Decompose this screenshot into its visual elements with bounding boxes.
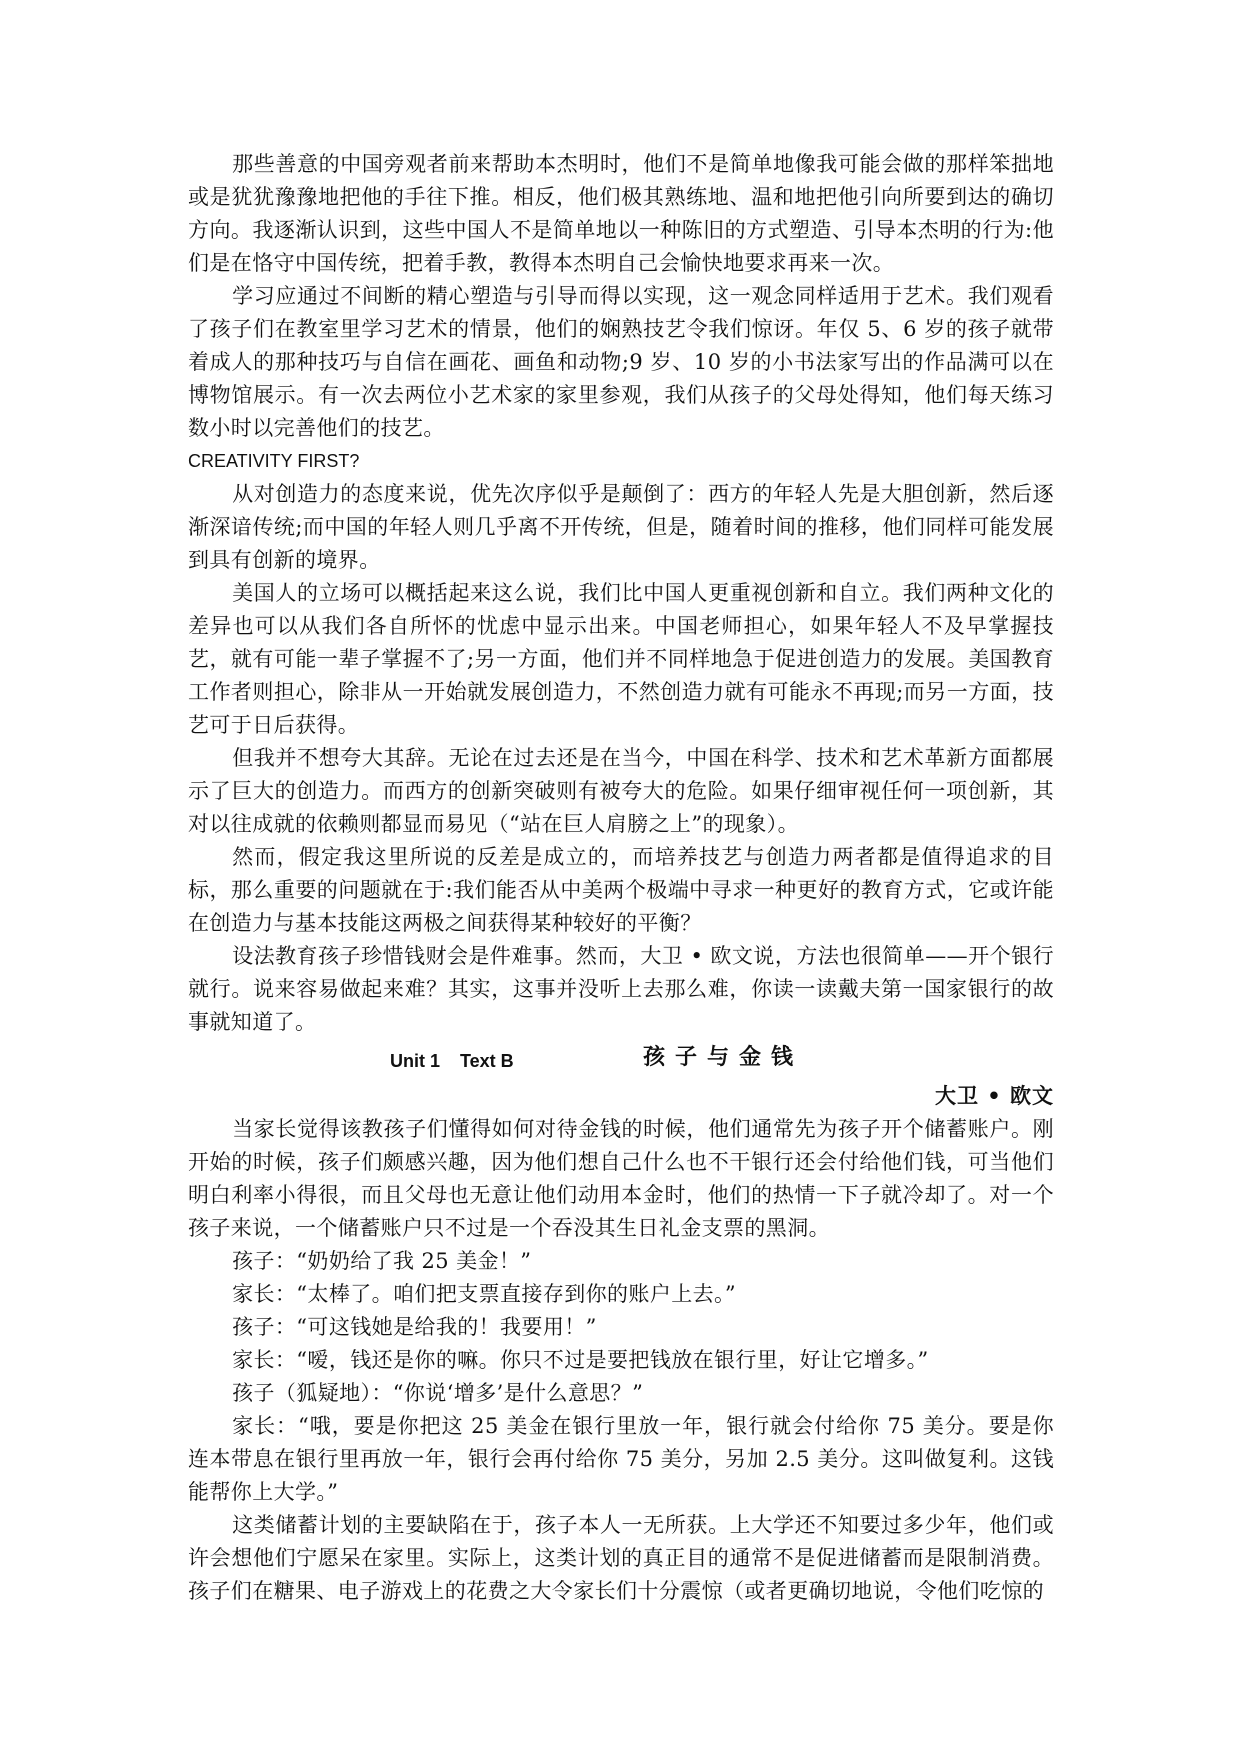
dialogue-line: 孩子：“可这钱她是给我的！我要用！”	[232, 1315, 597, 1339]
paragraph: 这类储蓄计划的主要缺陷在于，孩子本人一无所获。上大学还不知要过多少年，他们或许会想他们宁愿呆在家里。实际上，这类计划的真正目的通常不是促进储蓄而是限制消费。孩子们在糖果、电子游戏上的花费之大令家长们十分震惊（或者更确切地说，令他们吃惊的	[188, 1513, 1054, 1603]
text-b-title-row	[188, 1041, 1054, 1079]
dialogue-line: 家长：“太棒了。咱们把支票直接存到你的账户上去。”	[232, 1282, 737, 1306]
dialogue-line: 孩子（狐疑地）：“你说‘增多’是什么意思？”	[232, 1381, 644, 1405]
paragraph: 但我并不想夸大其辞。无论在过去还是在当今，中国在科学、技术和艺术革新方面都展示了巨大的创造力。而西方的创新突破则有被夸大的危险。如果仔细审视任何一项创新，其对以往成就的依赖则都显而易见（“站在巨人肩膀之上”的现象）。	[188, 746, 1054, 836]
dialogue-line: 孩子：“奶奶给了我 25 美金！”	[232, 1249, 532, 1273]
paragraph: 当家长觉得该教孩子们懂得如何对待金钱的时候，他们通常先为孩子开个储蓄账户。刚开始的时候，孩子们颇感兴趣，因为他们想自己什么也不干银行还会付给他们钱，可当他们明白利率小得很，而且父母也无意让他们动用本金时，他们的热情一下子就冷却了。对一个孩子来说，一个储蓄账户只不过是一个吞没其生日礼金支票的黑洞。	[188, 1117, 1054, 1240]
section-heading: CREATIVITY FIRST?	[188, 451, 360, 471]
paragraph: 从对创造力的态度来说，优先次序似乎是颠倒了：西方的年轻人先是大胆创新，然后逐渐深谙传统;而中国的年轻人则几乎离不开传统，但是，随着时间的推移，他们同样可能发展到具有创新的境界。	[188, 482, 1054, 572]
paragraph: 设法教育孩子珍惜钱财会是件难事。然而，大卫 • 欧文说，方法也很简单——开个银行就行。说来容易做起来难？其实，这事并没听上去那么难，你读一读戴夫第一国家银行的故事就知道了。	[188, 944, 1054, 1034]
unit-label: Unit 1 Text B	[390, 1051, 514, 1071]
dialogue-line: 家长：“嗳，钱还是你的嘛。你只不过是要把钱放在银行里，好让它增多。”	[232, 1348, 929, 1372]
paragraph: 学习应通过不间断的精心塑造与引导而得以实现，这一观念同样适用于艺术。我们观看了孩子们在教室里学习艺术的情景，他们的娴熟技艺令我们惊讶。年仅 5、6 岁的孩子就带着成人的那种技巧与自信在画花、画鱼和动物;9 岁、10 岁的小书法家写出的作品满可以在博物馆展示。有一次去两位小艺术家的家里参观，我们从孩子的父母处得知，他们每天练习数小时以完善他们的技艺。	[188, 284, 1054, 440]
document-page	[188, 148, 1054, 1608]
paragraph: 那些善意的中国旁观者前来帮助本杰明时，他们不是简单地像我可能会做的那样笨拙地或是犹犹豫豫地把他的手往下推。相反，他们极其熟练地、温和地把他引向所要到达的确切方向。我逐渐认识到，这些中国人不是简单地以一种陈旧的方式塑造、引导本杰明的行为:他们是在恪守中国传统，把着手教，教得本杰明自己会愉快地要求再来一次。	[188, 152, 1054, 275]
dialogue-line: 家长：“哦，要是你把这 25 美金在银行里放一年，银行就会付给你 75 美分。要是你连本带息在银行里再放一年，银行会再付给你 75 美分，另加 2.5 美分。这叫做复利。这钱能帮你上大学。”	[188, 1414, 1054, 1504]
paragraph: 然而，假定我这里所说的反差是成立的，而培养技艺与创造力两者都是值得追求的目标，那么重要的问题就在于:我们能否从中美两个极端中寻求一种更好的教育方式，它或许能在创造力与基本技能这两极之间获得某种较好的平衡？	[188, 845, 1054, 935]
paragraph: 美国人的立场可以概括起来这么说，我们比中国人更重视创新和自立。我们两种文化的差异也可以从我们各自所怀的忧虑中显示出来。中国老师担心，如果年轻人不及早掌握技艺，就有可能一辈子掌握不了;另一方面，他们并不同样地急于促进创造力的发展。美国教育工作者则担心，除非从一开始就发展创造力，不然创造力就有可能永不再现;而另一方面，技艺可于日后获得。	[188, 581, 1054, 737]
author-name: 大卫 • 欧文	[934, 1084, 1054, 1108]
text-title: 孩子与金钱	[643, 1045, 804, 1070]
